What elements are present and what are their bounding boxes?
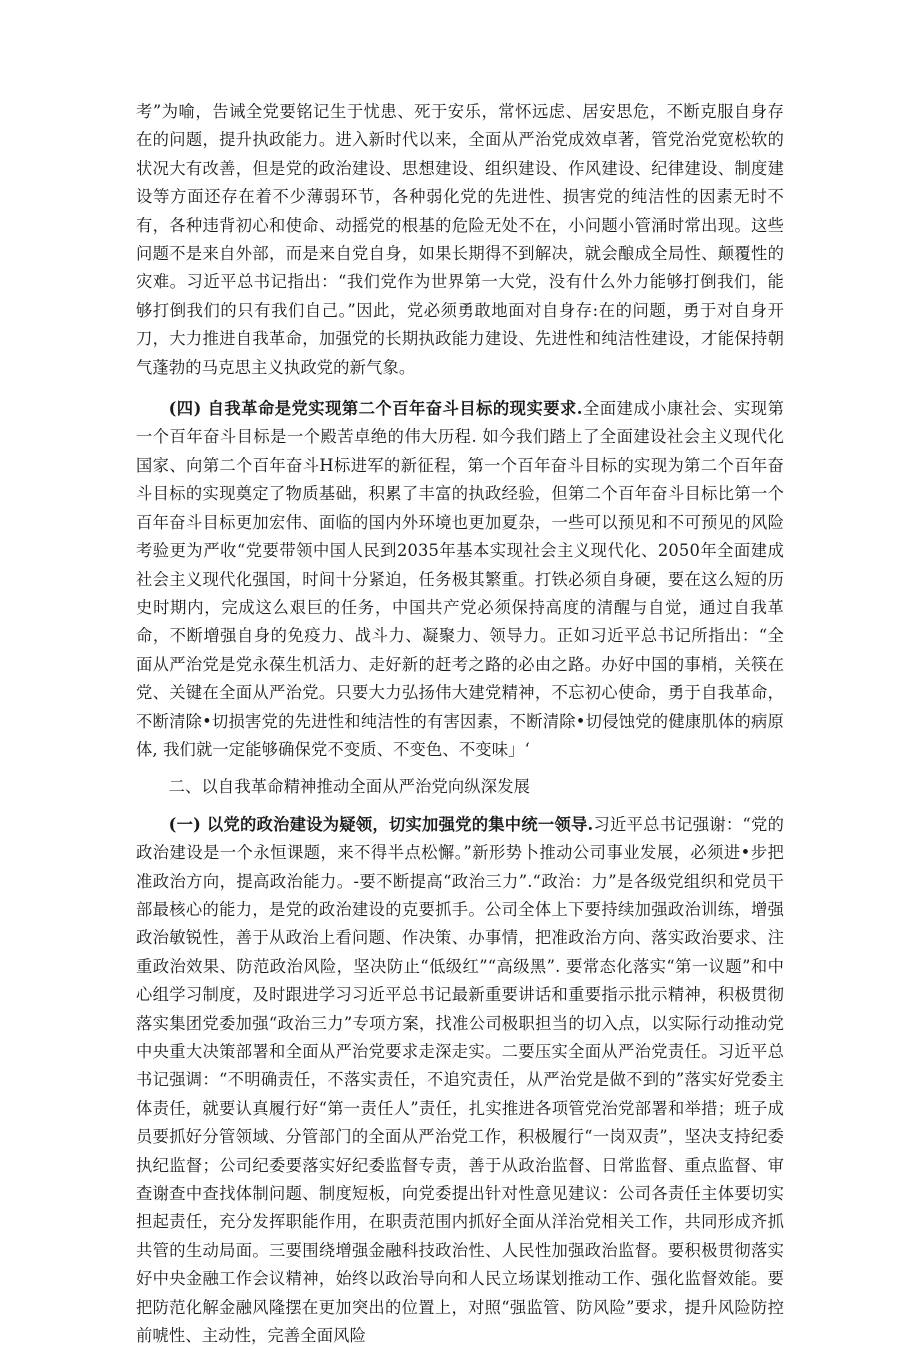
document-body [136,98,784,1350]
section-heading: 二、以自我革命精神推动全面从严治党向纵深发展 [168,777,531,797]
paragraph-body: 全面建成小康社会、实现第一个百年奋斗目标是一个殿苦卓绝的伟大历程. 如今我们踏上了全面建设社会主义现代化国家、向第二个百年奋斗H标进军的新征程，第一个百年奋斗目标的实现为第二个百年奋斗目标的实现奠定了物质基础，积累了丰富的执政经验，但第二个百年奋斗目标比第一个百年奋斗目标更加宏伟、面临的国内外环境也更加夏杂，一些可以预见和不可预见的风险考验更为严收“党要带领中国人民到2035年基本实现社会主义现代化、2050年全面建成社会主义现代化强国，时间十分紧迫，任务极其繁重。打铁必须自身硬，要在这么短的历史时期内，完成这么艰巨的任务，中国共产党必须保持高度的清醒与自觉，通过自我革命，不断增强自身的免疫力、战斗力、凝聚力、领导力。正如习近平总书记所指出：“全面从严治党是党永葆生机活力、走好新的赶考之路的必由之路。办好中国的事梢，关筷在党、关键在全面从严治党。只要大力弘扬伟大建党精神，不忘初心使命，勇于自我革命，不断清除•切损害党的先进性和纯洁性的有害因素，不断清除•切侵蚀党的健康肌体的病原体, 我们就一定能够确保党不变质、不变色、不变味」‘ [136,399,785,759]
paragraph-heading: (一) 以党的政治建设为疑领，切实加强党的集中统一领导. [168,814,594,834]
paragraph-heading: (四) 自我革命是党实现第二个百年奋斗目标的现实要求. [168,399,583,419]
paragraph-body: 习近平总书记强谢：“党的政治建设是一个永恒课题，来不得半点松懈。”新形势卜推动公司事业发展，必须进•步把准政治方向，提高政治能力。-要不断提高“政治三力”.“政治：力”是各级党组织和党员干部最核心的能力，是党的政治建设的克要抓手。公司全体上下要持续加强政治训练，增强政治敏锐性，善于从政治上看问题、作决策、办事情，把准政治方向、落实政治要求、注重政治效果、防范政治风险，坚决防止“低级红”“高级黑”. 要常态化落实“第一议题”和中心组学习制度，及时跟进学习习近平总书记最新重要讲话和重要指示批示精神，积极贯彻落实集团党委加强“政治三力”专项方案，找准公司极职担当的切入点，以实际行动推动党中央重大决策部署和全面从严治党要求走深走实。二要压实全面从严治党责任。习近平总书记强调：“不明确责任，不落实责任，不追究责任，从严治党是做不到的”落实好党委主体责任，就要认真履行好“第一责任人”责任，扎实推进各项管党治党部署和举措；班子成员要抓好分管领域、分管部门的全面从严治党工作，积极履行“一岗双责”，坚决支持纪委执纪监督；公司纪委要落实好纪委监督专责，善于从政治监督、日常监督、重点监督、审查谢查中查找体制问题、制度短板，向党委提出针对性意见建议：公司各责任主体要切实担起责任，充分发挥职能作用，在职责范围内抓好全面从洋治党相关工作，共同形成齐抓共管的生动局面。三要围绕增强金融科技政治性、人民性加强政治监督。要积极贯彻落实好中央金融工作会议精神，始终以政治导向和人民立场谋划推动工作、强化监督效能。要把防范化解金融风隆摆在更加突出的位置上，对照“强监管、防风险”要求，提升风险防控前唬性、主动性，完善全面风险 [136,814,784,1346]
paragraph [136,811,784,1350]
paragraph: 考”为喻，告诫全党要铭记生于忧患、死于安乐，常怀远虑、居安思危，不断克服自身存在的问题，提升执政能力。进入新时代以来，全面从严治党成效卓著，管党治党宽松软的状况大有改善，但是党的政治建设、思想建设、组织建设、作风建设、纪律建设、制度建设等方面还存在着不少薄弱环节，各种弱化党的先进性、损害党的纯洁性的因素无时不有，各种违背初心和使命、动摇党的根基的危险无处不在，小问题小管涌时常出现。这些问题不是来自外部，而是来自党自身，如果长期得不到解决，就会酿成全局性、颠覆性的灾难。习近平总书记指出：“我们党作为世界第一大党，没有什么外力能够打倒我们，能够打倒我们的只有我们自己。”因此，党必须勇敢地面对自身存:在的问题，勇于对自身开刀，大力推进自我革命，加强党的长期执政能力建设、先进性和纯洁性建设，才能保持朝气蓬勃的马克思主义执政党的新气象。 [136,102,784,377]
paragraph [136,395,784,764]
